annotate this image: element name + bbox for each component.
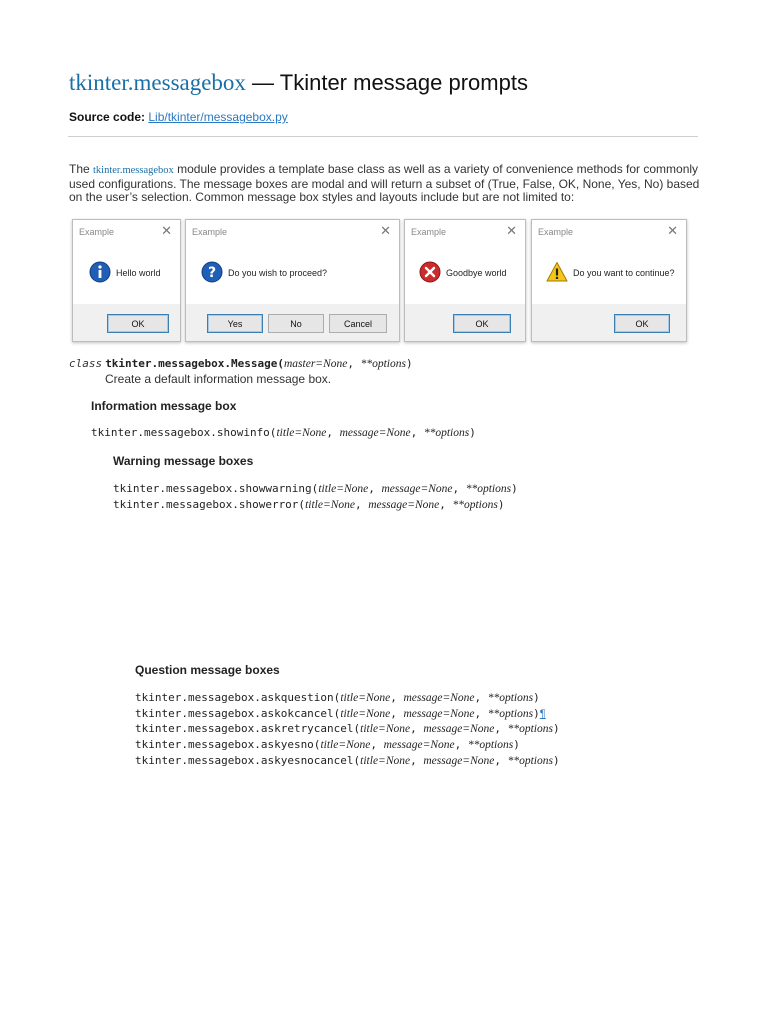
askokcancel-signature [135,707,546,720]
arg-comma: , [439,498,453,511]
ok-button[interactable]: OK [453,314,511,333]
arg-comma: , [410,754,424,767]
function-name: tkinter.messagebox.showwarning( [113,482,319,495]
function-name: tkinter.messagebox.askyesnocancel( [135,754,361,767]
section-question: Question message boxes [135,663,280,677]
section-information: Information message box [91,399,237,413]
dialog-title: Example [411,227,447,237]
module-title-link[interactable]: tkinter.messagebox [69,70,246,95]
param-sep: , [347,357,361,370]
dialog-hello-world [72,219,181,342]
intro-before: The [69,162,94,176]
arg-options: **options [487,708,534,720]
arg-comma: , [494,722,508,735]
arg-comma: , [494,754,508,767]
permalink-anchor[interactable]: ¶ [539,708,546,720]
arg-title: title=None [318,483,369,495]
arg-message: message=None [423,755,495,767]
ok-button[interactable]: OK [107,314,169,333]
intro-paragraph [69,163,709,205]
arg-title: title=None [276,427,327,439]
arg-close: ) [552,722,560,735]
arg-comma: , [452,482,466,495]
info-icon [89,261,111,283]
arg-options: **options [465,483,512,495]
arg-close: ) [513,738,520,751]
arg-close: ) [533,707,540,720]
question-icon [201,261,223,283]
module-inline-link[interactable]: tkinter.messagebox [93,165,174,176]
class-keyword: class [69,357,103,370]
param-master: master=None [284,358,348,370]
page-title [69,70,528,96]
arg-close: ) [511,482,518,495]
source-code-line [69,110,288,124]
param-options: **options [360,358,406,370]
arg-options: **options [487,692,534,704]
arg-close: ) [552,754,560,767]
close-icon[interactable]: ✕ [161,223,172,238]
showerror-signature [113,498,504,511]
dialog-continue [531,219,687,342]
askquestion-signature [135,691,540,704]
warning-icon [546,261,568,283]
askyesno-signature [135,738,520,751]
arg-message: message=None [403,692,475,704]
arg-title: title=None [340,692,391,704]
yes-button[interactable]: Yes [207,314,263,333]
function-name: tkinter.messagebox.askquestion( [135,691,341,704]
ok-button[interactable]: OK [614,314,670,333]
arg-close: ) [469,426,476,439]
arg-comma: , [474,691,488,704]
function-name: tkinter.messagebox.askyesno( [135,738,321,751]
arg-options: **options [507,723,553,735]
function-name: tkinter.messagebox.askokcancel( [135,707,341,720]
class-name: tkinter.messagebox.Message( [105,357,284,370]
arg-comma: , [390,707,404,720]
askretrycancel-signature [135,722,560,735]
arg-comma: , [410,426,424,439]
arg-comma: , [410,722,424,735]
arg-close: ) [533,691,540,704]
close-icon[interactable]: ✕ [380,223,391,238]
arg-options: **options [507,755,553,767]
dialog-title: Example [192,227,228,237]
function-name: tkinter.messagebox.showerror( [113,498,306,511]
dialog-title: Example [538,227,574,237]
arg-title: title=None [360,723,411,735]
dialog-message: Hello world [116,268,161,278]
dialog-proceed [185,219,400,342]
arg-message: message=None [423,723,495,735]
error-icon [419,261,441,283]
arg-message: message=None [381,483,453,495]
arg-comma: , [474,707,488,720]
askyesnocancel-signature [135,754,560,767]
arg-title: title=None [320,739,371,751]
arg-title: title=None [340,708,391,720]
dialog-title: Example [79,227,115,237]
source-link[interactable]: Lib/tkinter/messagebox.py [148,110,288,124]
arg-comma: , [326,426,340,439]
function-name: tkinter.messagebox.askretrycancel( [135,722,361,735]
source-label: Source code: [69,110,146,124]
arg-comma: , [370,738,384,751]
arg-message: message=None [383,739,455,751]
arg-title: title=None [360,755,411,767]
showinfo-signature [91,426,476,439]
dialog-message: Do you want to continue? [573,268,675,278]
arg-options: **options [467,739,514,751]
divider [68,136,698,137]
class-signature [69,357,413,370]
dialog-goodbye-world [404,219,526,342]
close-icon[interactable]: ✕ [506,223,517,238]
dialog-message: Do you wish to proceed? [228,268,328,278]
intro-after: module provides a template base class as well as a variety of convenience methods for commonly used configurations. The message boxes are modal and will return a subset of (True, False, OK, None, Yes, No) based on the user’s selection. Common message box styles and layouts include but are not limited to: [69,162,700,204]
class-description: Create a default information message box. [105,372,332,386]
arg-comma: , [390,691,404,704]
arg-comma: , [454,738,468,751]
title-text: — Tkinter message prompts [245,70,528,95]
arg-comma: , [368,482,382,495]
svg-text:?: ? [207,265,217,281]
arg-options: **options [452,499,498,511]
showwarning-signature [113,482,518,495]
arg-message: message=None [368,499,440,511]
function-name: tkinter.messagebox.showinfo( [91,426,277,439]
dialog-message: Goodbye world [446,268,507,278]
param-close: ) [405,357,413,370]
arg-close: ) [497,498,505,511]
arg-message: message=None [403,708,475,720]
arg-message: message=None [339,427,411,439]
close-icon[interactable]: ✕ [667,223,678,238]
no-button[interactable]: No [268,314,324,333]
arg-options: **options [423,427,470,439]
cancel-button[interactable]: Cancel [329,314,387,333]
section-warning: Warning message boxes [113,454,254,468]
arg-comma: , [354,498,369,511]
arg-title: title=None [305,499,355,511]
